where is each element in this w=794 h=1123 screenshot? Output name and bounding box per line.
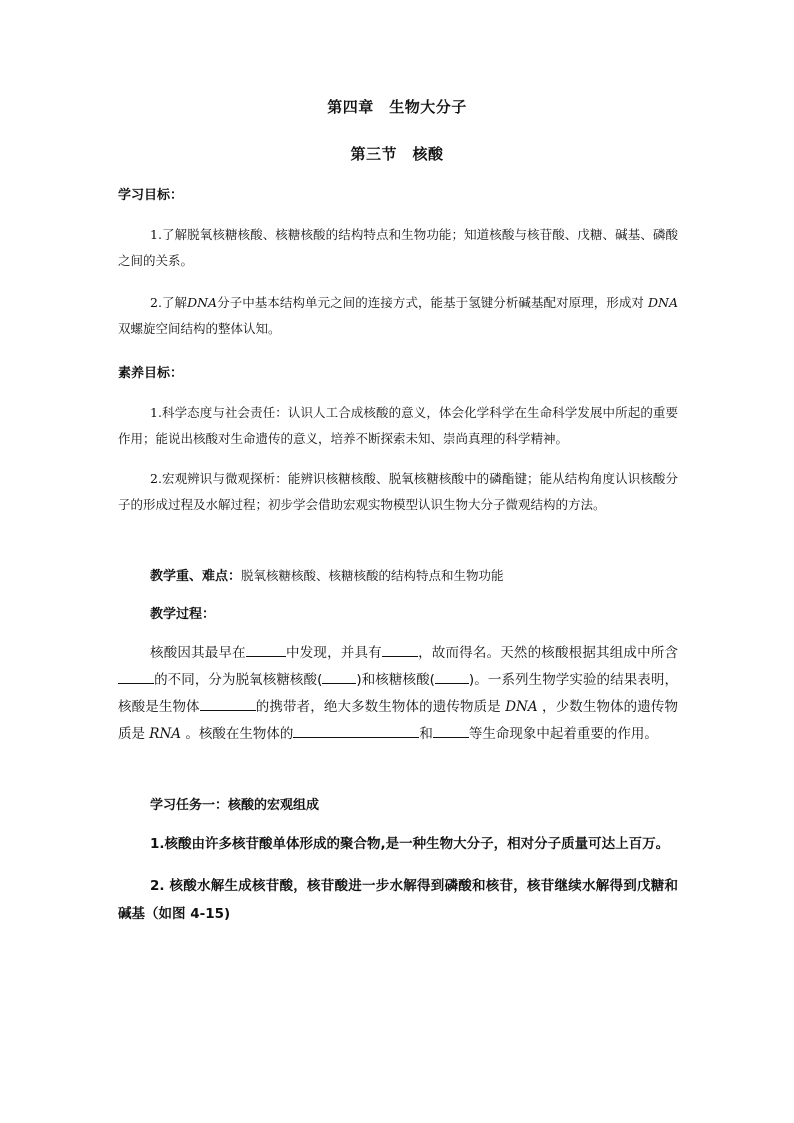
literacy-goal-1: 1.科学态度与社会责任：认识人工合成核酸的意义，体会化学科学在生命科学发展中所起的重要作用；能说出核酸对生命遗传的意义，培养不断探索未知、崇尚真理的科学精神。 xyxy=(118,405,678,446)
section-title: 第三节 核酸 xyxy=(350,145,444,163)
task1-heading: 学习任务一：核酸的宏观组成 xyxy=(150,798,320,813)
blank-3[interactable] xyxy=(118,669,154,684)
blank-8[interactable] xyxy=(433,723,469,738)
learning-goal-2: 2.了解DNA分子中基本结构单元之间的连接方式，能基于氢键分析碱基配对原理，形成对 DNA 双螺旋空间结构的整体认知。 xyxy=(118,295,678,336)
blank-7[interactable] xyxy=(293,723,419,738)
process-heading: 教学过程： xyxy=(150,607,216,622)
task1-item-2: 2. 核酸水解生成核苷酸，核苷酸进一步水解得到磷酸和核苷，核苷继续水解得到戊糖和碱基（如图 4-15) xyxy=(118,878,678,922)
blank-4[interactable] xyxy=(322,669,356,684)
blank-5[interactable] xyxy=(435,669,469,684)
blank-2[interactable] xyxy=(382,642,418,657)
blank-1[interactable] xyxy=(246,642,286,657)
literacy-goals-heading: 素养目标： xyxy=(118,366,184,381)
chapter-title: 第四章 生物大分子 xyxy=(327,98,467,116)
blank-6[interactable] xyxy=(200,696,256,711)
task1-item-1: 1.核酸由许多核苷酸单体形成的聚合物,是一种生物大分子，相对分子质量可达上百万。 xyxy=(150,836,670,852)
process-paragraph: 核酸因其最早在 中发现，并具有 ，故而得名。天然的核酸根据其组成中所含的不同，分为脱氧核糖核酸( )和核糖核酸( )。一系列生物学实验的结果表明，核酸是生物体 的携带者，绝大多数生物体的遗传物质是 DNA ，少数生物体的遗传物质是 RNA 。核酸在生物体的 和 等生命现象中起着重要的作用。 xyxy=(118,640,678,748)
learning-goal-1: 1.了解脱氧核糖核酸、核糖核酸的结构特点和生物功能；知道核酸与核苷酸、戊糖、碱基、磷酸之间的关系。 xyxy=(118,227,678,268)
key-points: 教学重、难点：脱氧核糖核酸、核糖核酸的结构特点和生物功能 xyxy=(150,568,504,584)
learning-goals-heading: 学习目标： xyxy=(118,188,184,203)
literacy-goal-2: 2.宏观辨识与微观探析：能辨识核糖核酸、脱氧核糖核酸中的磷酯键；能从结构角度认识核酸分子的形成过程及水解过程；初步学会借助宏观实物模型认识生物大分子微观结构的方法。 xyxy=(118,471,678,512)
